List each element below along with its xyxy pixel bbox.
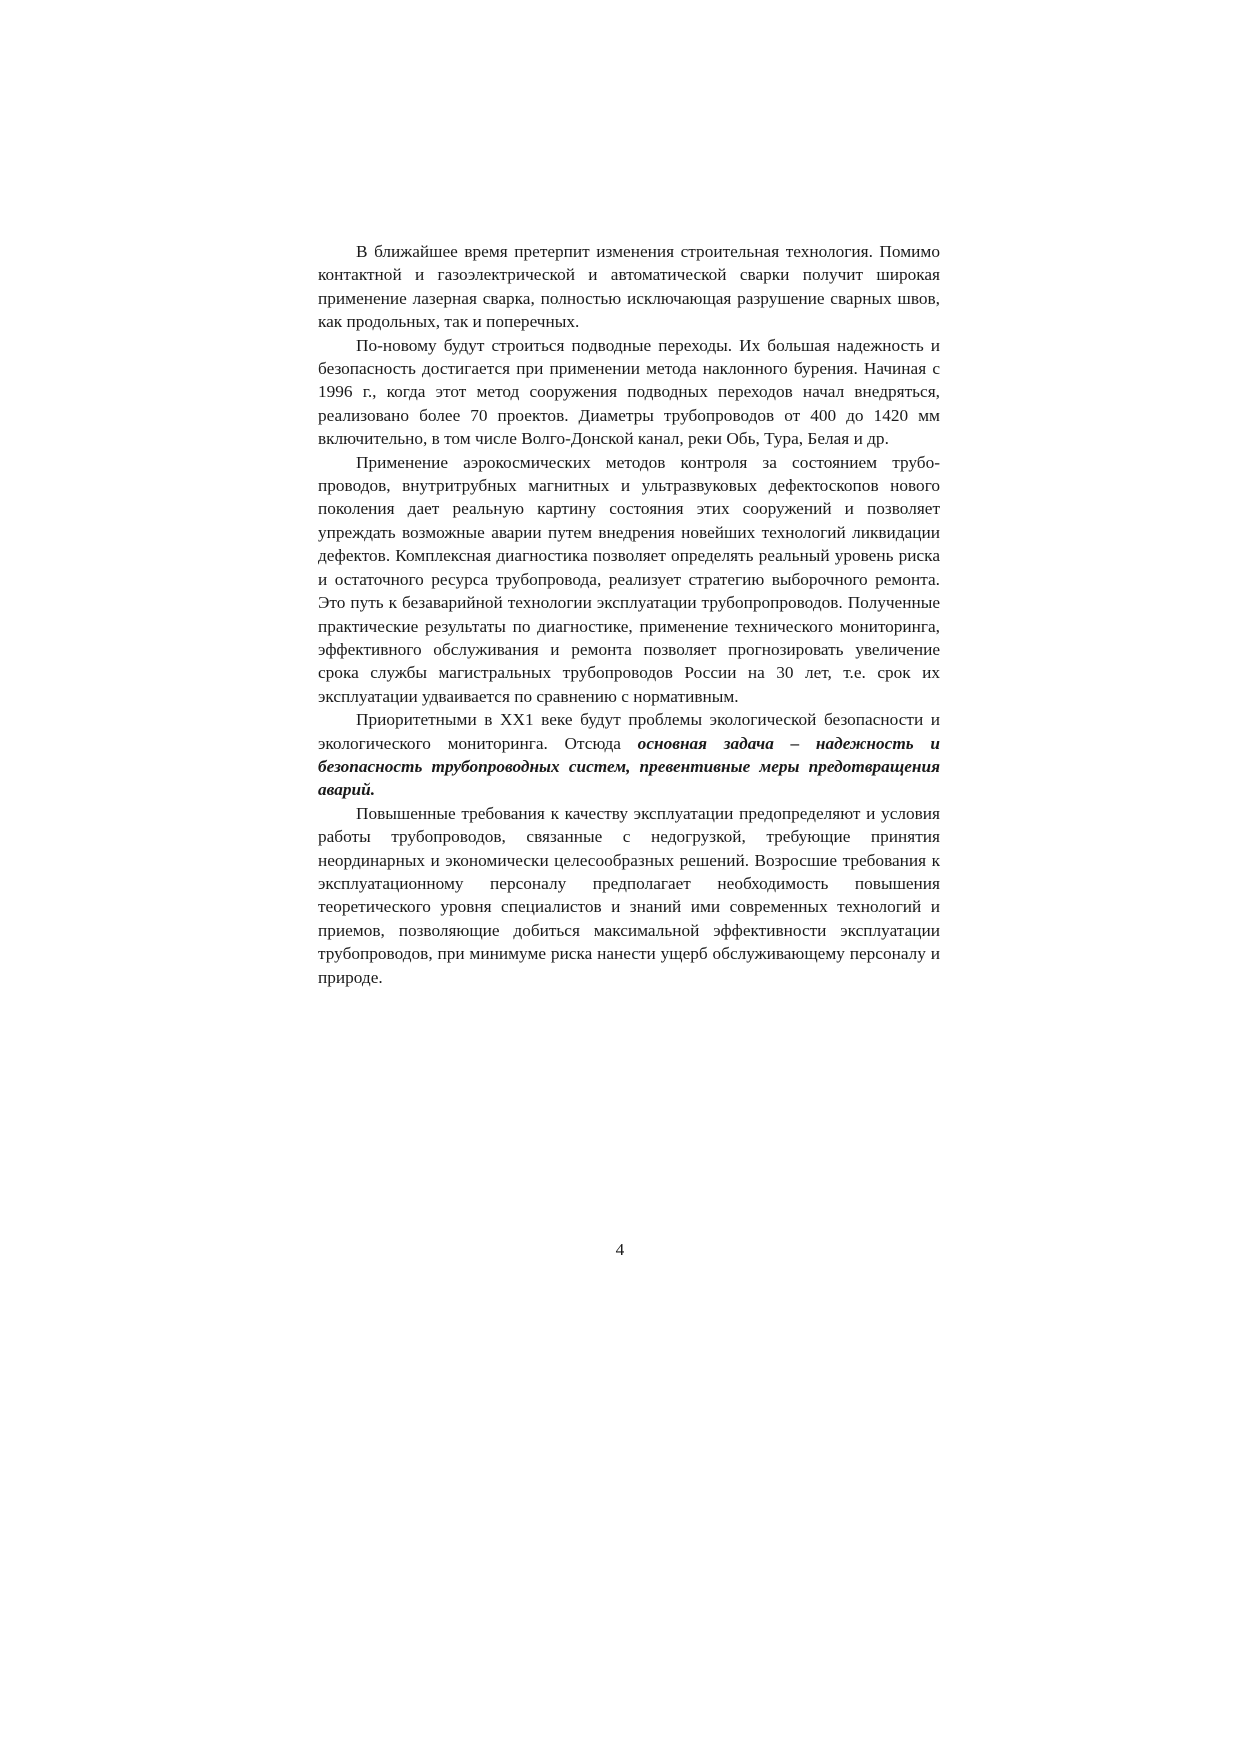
paragraph-operation-requirements: Повышенные требования к качеству эксплуатации предопределяют и условия работы трубопроводов, связанные с недогрузкой, требующие принятия неординарных и экономически целесообразных решений. Возросшие требования к эксплуатационному персоналу предполагает необходимость повышения теоретического уровня специалистов и знаний ими современных технологий и приемов, позволяющие добиться максимальной эффективности эксплуатации трубопроводов, при минимуме риска нанести ущерб обслуживающему персоналу и природе. [318,803,940,987]
page-number: 4 [615,1240,625,1259]
paragraph-underwater-crossings: По-новому будут строиться подводные переходы. Их большая надежность и безопасность достигается при применении метода наклонного бурения. Начиная с 1996 г., когда этот метод сооружения подводных переходов начал внедряться, реализовано более 70 проектов. Диаметры трубопроводов от 400 до 1420 мм включительно, в том числе Волго-Донской канал, реки Обь, Тура, Белая и др. [318,335,940,449]
paragraph-diagnostics: Применение аэрокосмических методов контроля за состоянием трубопроводов, внутритрубных магнитных и ультразвуковых дефектоскопов нового поколения дает реальную картину состояния этих сооружений и позволяет упреждать возможные аварии путем внедрения новейших технологий ликвидации дефектов. Комплексная диагностика позволяет определять реальный уровень риска и остаточного ресурса трубопровода, реализует стратегию выборочного ремонта. Это путь к безаварийной технологии эксплуатации трубопропроводов. Полученные практические результаты по диагностике, применение технического мониторинга, эффективного обслуживания и ремонта позволяет прогнозировать увеличение срока службы магистральных трубопроводов России на 30 лет, т.е. срок их эксплуатации удваивается по сравнению с нормативным. [318,452,940,706]
body-text [318,240,940,989]
main-task-emphasis: основная задача – надежность и безопасность трубопроводных систем, превентивные меры предотвращения аварий. [318,733,940,800]
paragraph-ecological-safety [318,708,940,802]
paragraph-ecological-safety-text: Приоритетными в ХХ1 веке будут проблемы экологической безопасности и экологического мониторинга. Отсюда [318,710,940,753]
paragraph-welding-technology: В ближайшее время претерпит изменения строительная технология. Помимо контактной и газоэлектрической и автоматической сварки получит широкая применение лазерная сварка, полностью исключающая разрушение сварных швов, как продольных, так и поперечных. [318,242,940,332]
